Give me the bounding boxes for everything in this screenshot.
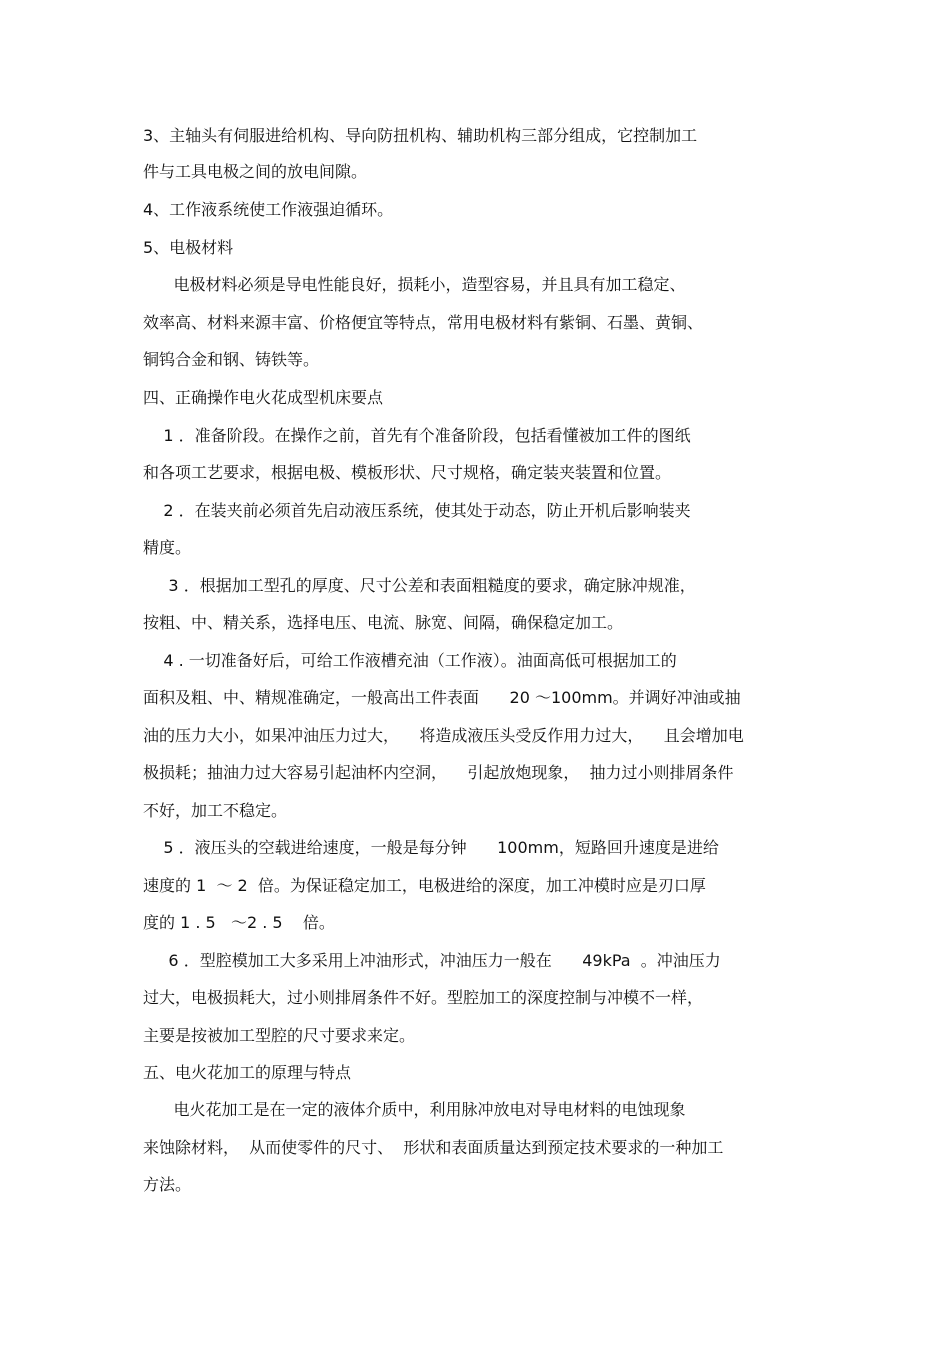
- text-line: 5 ．液压头的空载进给速度，一般是每分钟 100mm，短路回升速度是进给: [143, 838, 719, 857]
- text-line: 按粗、中、精关系，选择电压、电流、脉宽、间隔，确保稳定加工。: [143, 613, 624, 632]
- text-line: 6 ．型腔模加工大多采用上冲油形式，冲油压力一般在 49kPa 。冲油压力: [143, 951, 721, 970]
- section-heading: 五、电火花加工的原理与特点: [143, 1063, 352, 1082]
- text-line: 效率高、材料来源丰富、价格便宜等特点，常用电极材料有紫铜、石墨、黄铜、: [143, 313, 704, 332]
- text-line: 过大，电极损耗大，过小则排屑条件不好。型腔加工的深度控制与冲模不一样，: [143, 988, 704, 1007]
- text-line: 方法。: [143, 1175, 192, 1194]
- text-line: 5、电极材料: [143, 238, 234, 257]
- text-line: 4 . 一切准备好后，可给工作液槽充油（工作液）。油面高低可根据加工的: [143, 651, 677, 670]
- text-line: 主要是按被加工型腔的尺寸要求来定。: [143, 1026, 416, 1045]
- text-line: 度的 1 . 5 ～2 . 5 倍。: [143, 913, 335, 932]
- text-line: 极损耗；抽油力过大容易引起油杯内空洞， 引起放炮现象， 抽力过小则排屑条件: [143, 763, 734, 782]
- text-line: 来蚀除材料， 从而使零件的尺寸、 形状和表面质量达到预定技术要求的一种加工: [143, 1138, 724, 1157]
- text-line: 1 ．准备阶段。在操作之前，首先有个准备阶段，包括看懂被加工件的图纸: [143, 426, 691, 445]
- text-line: 件与工具电极之间的放电间隙。: [143, 162, 368, 181]
- text-line: 速度的 1 ～ 2 倍。为保证稳定加工，电极进给的深度，加工冲模时应是刃口厚: [143, 876, 706, 895]
- text-line: 电火花加工是在一定的液体介质中，利用脉冲放电对导电材料的电蚀现象: [143, 1100, 686, 1119]
- text-line: 4、工作液系统使工作液强迫循环。: [143, 200, 394, 219]
- text-line: 铜钨合金和钢、铸铁等。: [143, 350, 320, 369]
- text-line: 油的压力大小，如果冲油压力过大， 将造成液压头受反作用力过大， 且会增加电: [143, 726, 744, 745]
- text-line: 和各项工艺要求，根据电极、模板形状、尺寸规格，确定装夹装置和位置。: [143, 463, 672, 482]
- text-line: 不好，加工不稳定。: [143, 801, 288, 820]
- text-line: 面积及粗、中、精规准确定，一般高出工件表面 20 ～100mm。并调好冲油或抽: [143, 688, 741, 707]
- text-line: 3、主轴头有伺服进给机构、导向防扭机构、辅助机构三部分组成，它控制加工: [143, 126, 698, 145]
- text-line: 3 ．根据加工型孔的厚度、尺寸公差和表面粗糙度的要求，确定脉冲规准，: [143, 576, 696, 595]
- text-line: 电极材料必须是导电性能良好，损耗小，造型容易，并且具有加工稳定、: [143, 275, 686, 294]
- text-line: 2 ．在装夹前必须首先启动液压系统，使其处于动态，防止开机后影响装夹: [143, 501, 691, 520]
- section-heading: 四、正确操作电火花成型机床要点: [143, 388, 384, 407]
- text-line: 精度。: [143, 538, 192, 557]
